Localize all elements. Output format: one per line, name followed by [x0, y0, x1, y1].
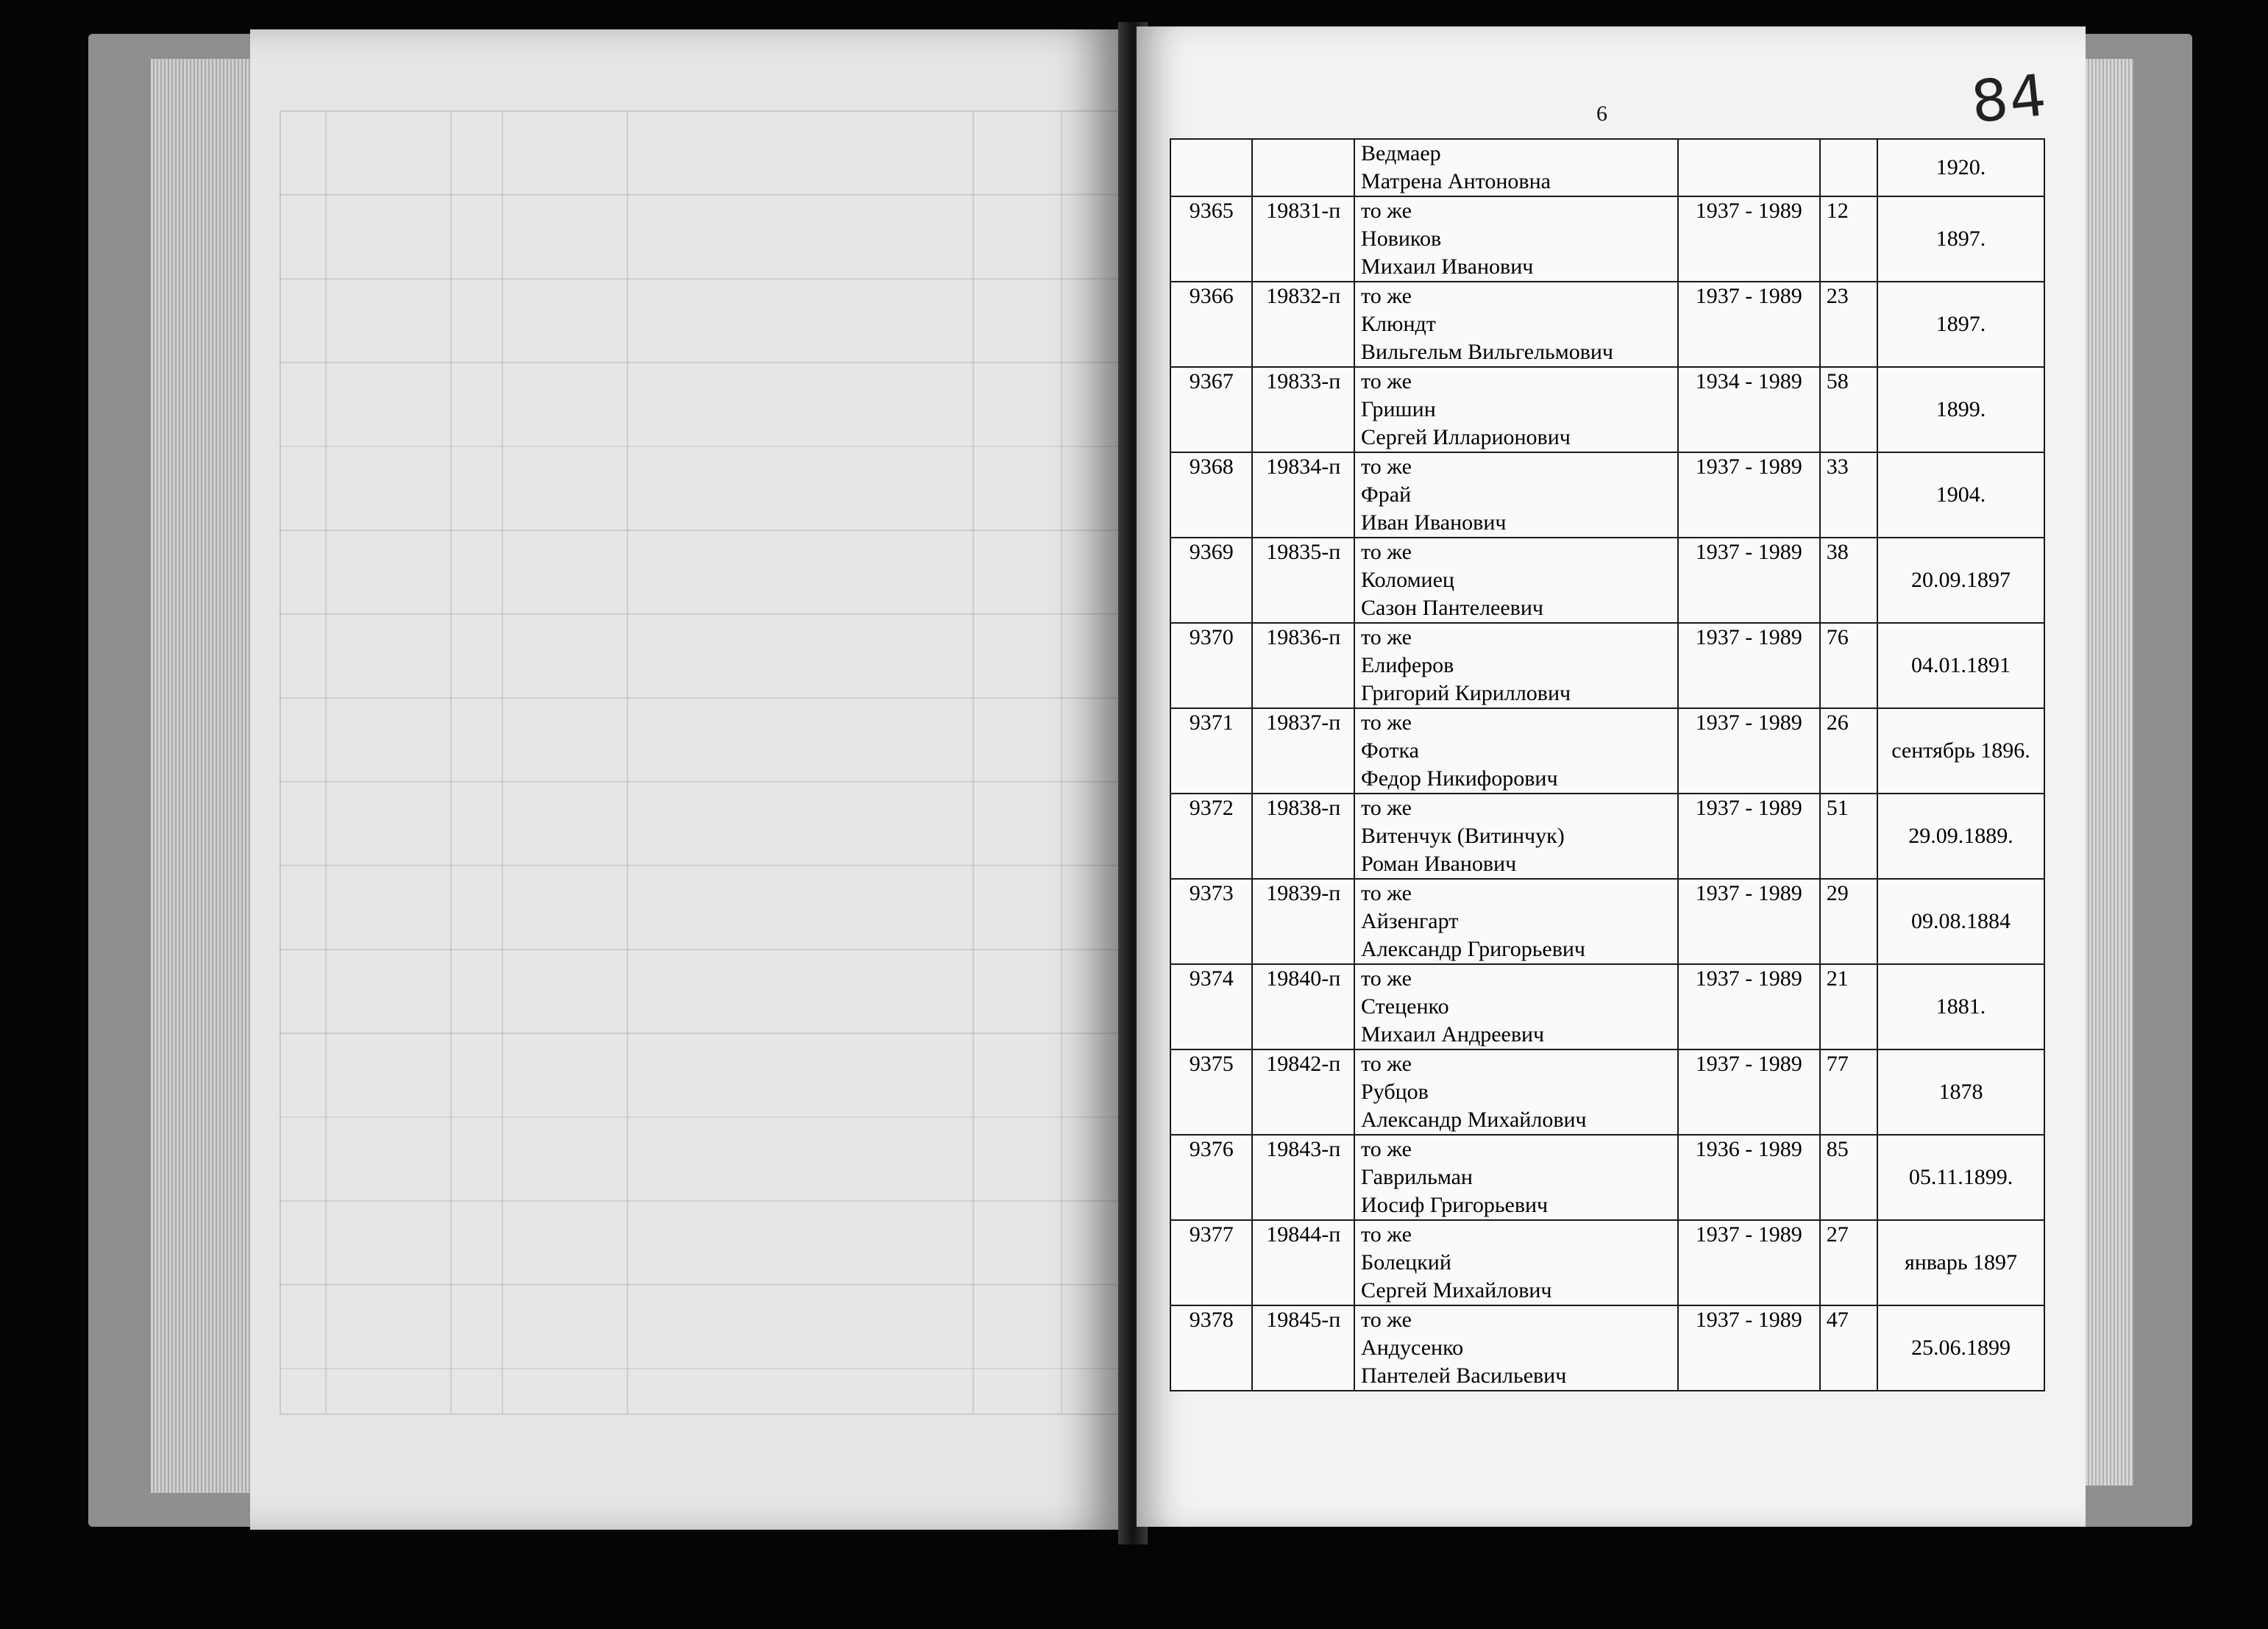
name-cell — [1354, 1049, 1678, 1135]
date-range-cell: 1937 - 1989 — [1678, 538, 1820, 623]
table-row — [1170, 964, 2044, 1049]
birth-date-cell: 1881. — [1877, 964, 2044, 1049]
sheet-count-cell: 77 — [1820, 1049, 1877, 1135]
name-cell — [1354, 708, 1678, 794]
table-row — [1170, 1049, 2044, 1135]
case-number-cell: 19832-п — [1252, 282, 1354, 367]
name-cell — [1354, 1220, 1678, 1305]
name-line: то же — [1361, 199, 1412, 223]
name-line: Болецкий — [1361, 1250, 1451, 1275]
birth-date-cell: 1904. — [1877, 452, 2044, 538]
name-line: Иосиф Григорьевич — [1361, 1193, 1549, 1217]
name-line: то же — [1361, 710, 1412, 735]
birth-date-cell: 29.09.1889. — [1877, 794, 2044, 879]
date-range-cell: 1937 - 1989 — [1678, 879, 1820, 964]
date-range-cell: 1937 - 1989 — [1678, 1220, 1820, 1305]
name-line: Клюндт — [1361, 312, 1436, 336]
birth-date-cell: 1920. — [1877, 139, 2044, 196]
record-number-cell: 9377 — [1170, 1220, 1252, 1305]
case-number-cell: 19835-п — [1252, 538, 1354, 623]
date-range-cell: 1934 - 1989 — [1678, 367, 1820, 452]
name-cell — [1354, 623, 1678, 708]
case-number-cell: 19839-п — [1252, 879, 1354, 964]
table-row — [1170, 452, 2044, 538]
date-range-cell: 1936 - 1989 — [1678, 1135, 1820, 1220]
record-number-cell: 9375 — [1170, 1049, 1252, 1135]
name-cell — [1354, 1305, 1678, 1391]
name-line: Айзенгарт — [1361, 909, 1459, 933]
record-number-cell: 9370 — [1170, 623, 1252, 708]
date-range-cell: 1937 - 1989 — [1678, 282, 1820, 367]
sheet-count-cell: 21 — [1820, 964, 1877, 1049]
sheet-count-cell: 12 — [1820, 196, 1877, 282]
show-through-table — [280, 110, 1121, 1415]
name-line: Коломиец — [1361, 568, 1454, 592]
sheet-count-cell: 51 — [1820, 794, 1877, 879]
page-edges-left — [151, 59, 254, 1493]
table-row — [1170, 794, 2044, 879]
page-number: 6 — [1596, 101, 1607, 126]
name-line: Пантелей Васильевич — [1361, 1364, 1567, 1388]
table-row — [1170, 1305, 2044, 1391]
record-number-cell: 9373 — [1170, 879, 1252, 964]
case-number-cell: 19837-п — [1252, 708, 1354, 794]
table-row — [1170, 538, 2044, 623]
sheet-count-cell: 76 — [1820, 623, 1877, 708]
sheet-count-cell: 85 — [1820, 1135, 1877, 1220]
birth-date-cell: 05.11.1899. — [1877, 1135, 2044, 1220]
name-line: то же — [1361, 1308, 1412, 1332]
case-number-cell: 19844-п — [1252, 1220, 1354, 1305]
birth-date-cell: 1878 — [1877, 1049, 2044, 1135]
name-line: Новиков — [1361, 227, 1442, 251]
birth-date-cell: 20.09.1897 — [1877, 538, 2044, 623]
birth-date-cell: 04.01.1891 — [1877, 623, 2044, 708]
table-row — [1170, 708, 2044, 794]
birth-date-cell: 1897. — [1877, 196, 2044, 282]
record-number-cell: 9378 — [1170, 1305, 1252, 1391]
sheet-count-cell: 27 — [1820, 1220, 1877, 1305]
date-range-cell: 1937 - 1989 — [1678, 196, 1820, 282]
name-line: то же — [1361, 625, 1412, 649]
name-line: Елиферов — [1361, 653, 1454, 677]
name-line: то же — [1361, 796, 1412, 820]
date-range-cell: 1937 - 1989 — [1678, 964, 1820, 1049]
table-row — [1170, 282, 2044, 367]
record-number-cell — [1170, 139, 1252, 196]
case-number-cell: 19838-п — [1252, 794, 1354, 879]
name-line: Сергей Илларионович — [1361, 425, 1571, 449]
date-range-cell: 1937 - 1989 — [1678, 794, 1820, 879]
case-number-cell: 19833-п — [1252, 367, 1354, 452]
birth-date-cell: 1899. — [1877, 367, 2044, 452]
name-line: Сазон Пантелеевич — [1361, 596, 1543, 620]
name-line: то же — [1361, 540, 1412, 564]
name-line: то же — [1361, 284, 1412, 308]
name-cell — [1354, 1135, 1678, 1220]
name-cell — [1354, 964, 1678, 1049]
name-line: Александр Григорьевич — [1361, 937, 1586, 961]
name-cell — [1354, 794, 1678, 879]
case-number-cell — [1252, 139, 1354, 196]
name-line: то же — [1361, 1222, 1412, 1247]
sheet-count-cell: 38 — [1820, 538, 1877, 623]
birth-date-cell: сентябрь 1896. — [1877, 708, 2044, 794]
register-table — [1170, 138, 2045, 1391]
name-line: Фотка — [1361, 738, 1419, 763]
birth-date-cell: 09.08.1884 — [1877, 879, 2044, 964]
name-line: Андусенко — [1361, 1336, 1464, 1360]
record-number-cell: 9374 — [1170, 964, 1252, 1049]
name-line: Михаил Иванович — [1361, 254, 1534, 279]
left-page — [250, 29, 1126, 1530]
date-range-cell: 1937 - 1989 — [1678, 1049, 1820, 1135]
name-line: Гришин — [1361, 397, 1436, 421]
case-number-cell: 19840-п — [1252, 964, 1354, 1049]
birth-date-cell: 25.06.1899 — [1877, 1305, 2044, 1391]
register-table-body — [1170, 139, 2044, 1391]
table-row — [1170, 1220, 2044, 1305]
name-line: Фрай — [1361, 482, 1412, 507]
date-range-cell: 1937 - 1989 — [1678, 1305, 1820, 1391]
folio-number: 84 — [1968, 62, 2051, 137]
record-number-cell: 9376 — [1170, 1135, 1252, 1220]
name-line: Михаил Андреевич — [1361, 1022, 1545, 1047]
sheet-count-cell: 33 — [1820, 452, 1877, 538]
date-range-cell: 1937 - 1989 — [1678, 452, 1820, 538]
name-line: то же — [1361, 369, 1412, 393]
record-number-cell: 9366 — [1170, 282, 1252, 367]
name-cell — [1354, 538, 1678, 623]
name-line: то же — [1361, 1137, 1412, 1161]
date-range-cell — [1678, 139, 1820, 196]
name-cell — [1354, 879, 1678, 964]
name-line: Гаврильман — [1361, 1165, 1473, 1189]
name-line: Александр Михайлович — [1361, 1108, 1587, 1132]
date-range-cell: 1937 - 1989 — [1678, 623, 1820, 708]
name-line: Ведмаер — [1361, 141, 1441, 165]
record-number-cell: 9368 — [1170, 452, 1252, 538]
date-range-cell: 1937 - 1989 — [1678, 708, 1820, 794]
name-line: то же — [1361, 966, 1412, 991]
record-number-cell: 9365 — [1170, 196, 1252, 282]
name-line: то же — [1361, 881, 1412, 905]
sheet-count-cell: 58 — [1820, 367, 1877, 452]
name-line: Вильгельм Вильгельмович — [1361, 340, 1614, 364]
table-row — [1170, 623, 2044, 708]
name-line: Стеценко — [1361, 994, 1449, 1019]
sheet-count-cell — [1820, 139, 1877, 196]
table-row — [1170, 139, 2044, 196]
case-number-cell: 19831-п — [1252, 196, 1354, 282]
birth-date-cell: январь 1897 — [1877, 1220, 2044, 1305]
table-row — [1170, 879, 2044, 964]
name-line: Рубцов — [1361, 1080, 1429, 1104]
sheet-count-cell: 29 — [1820, 879, 1877, 964]
sheet-count-cell: 47 — [1820, 1305, 1877, 1391]
name-cell — [1354, 139, 1678, 196]
name-cell — [1354, 196, 1678, 282]
record-number-cell: 9367 — [1170, 367, 1252, 452]
table-row — [1170, 1135, 2044, 1220]
name-line: Иван Иванович — [1361, 510, 1507, 535]
name-cell — [1354, 452, 1678, 538]
name-line: Матрена Антоновна — [1361, 169, 1551, 193]
birth-date-cell: 1897. — [1877, 282, 2044, 367]
name-cell — [1354, 367, 1678, 452]
name-line: Роман Иванович — [1361, 852, 1517, 876]
table-row — [1170, 367, 2044, 452]
name-line: Григорий Кириллович — [1361, 681, 1571, 705]
name-line: Витенчук (Витинчук) — [1361, 824, 1565, 848]
record-number-cell: 9372 — [1170, 794, 1252, 879]
case-number-cell: 19843-п — [1252, 1135, 1354, 1220]
name-line: то же — [1361, 455, 1412, 479]
name-line: то же — [1361, 1052, 1412, 1076]
sheet-count-cell: 26 — [1820, 708, 1877, 794]
sheet-count-cell: 23 — [1820, 282, 1877, 367]
record-number-cell: 9371 — [1170, 708, 1252, 794]
name-cell — [1354, 282, 1678, 367]
name-line: Сергей Михайлович — [1361, 1278, 1552, 1302]
case-number-cell: 19836-п — [1252, 623, 1354, 708]
name-line: Федор Никифорович — [1361, 766, 1558, 791]
case-number-cell: 19842-п — [1252, 1049, 1354, 1135]
record-number-cell: 9369 — [1170, 538, 1252, 623]
table-row — [1170, 196, 2044, 282]
case-number-cell: 19845-п — [1252, 1305, 1354, 1391]
case-number-cell: 19834-п — [1252, 452, 1354, 538]
